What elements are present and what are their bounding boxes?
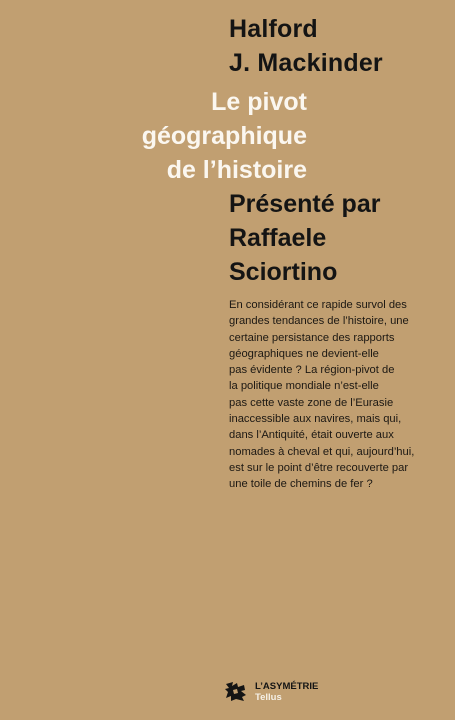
blurb-line: pas évidente ? La région-pivot de: [229, 364, 395, 377]
blurb-line: grandes tendances de l’histoire, une: [229, 315, 409, 328]
blurb-line: inaccessible aux navires, mais qui,: [229, 413, 402, 426]
blurb-line: certaine persistance des rapports: [229, 331, 395, 344]
blurb-line: est sur le point d’être recouverte par: [229, 461, 409, 474]
author-name: [229, 12, 383, 80]
presenter-credit: [229, 187, 380, 289]
blurb-line: nomades à cheval et qui, aujourd’hui,: [229, 445, 415, 458]
presenter-line: Présenté par: [229, 190, 381, 218]
collection-name: Tellus: [255, 692, 282, 703]
publisher-logo-icon: [224, 680, 248, 702]
author-line: Halford: [229, 15, 318, 43]
publisher-imprint: [255, 681, 318, 703]
blurb-line: dans l’Antiquité, était ouverte aux: [229, 429, 394, 442]
cover-blurb: [229, 297, 449, 493]
title-line: géographique: [141, 122, 307, 150]
presenter-line: Raffaele: [229, 224, 327, 252]
author-line: J. Mackinder: [229, 49, 383, 77]
presenter-line: Sciortino: [229, 258, 338, 286]
blurb-line: En considérant ce rapide survol des: [229, 299, 407, 311]
blurb-line: une toile de chemins de fer ?: [229, 478, 373, 491]
title-line: de l’histoire: [166, 156, 307, 184]
book-title: [142, 85, 307, 187]
title-line: Le pivot: [211, 88, 307, 116]
blurb-line: pas cette vaste zone de l’Eurasie: [229, 396, 394, 409]
publisher-name: L’ASYMÉTRIE: [255, 681, 319, 692]
blurb-line: la politique mondiale n’est-elle: [229, 380, 379, 393]
blurb-line: géographiques ne devient-elle: [229, 347, 379, 360]
